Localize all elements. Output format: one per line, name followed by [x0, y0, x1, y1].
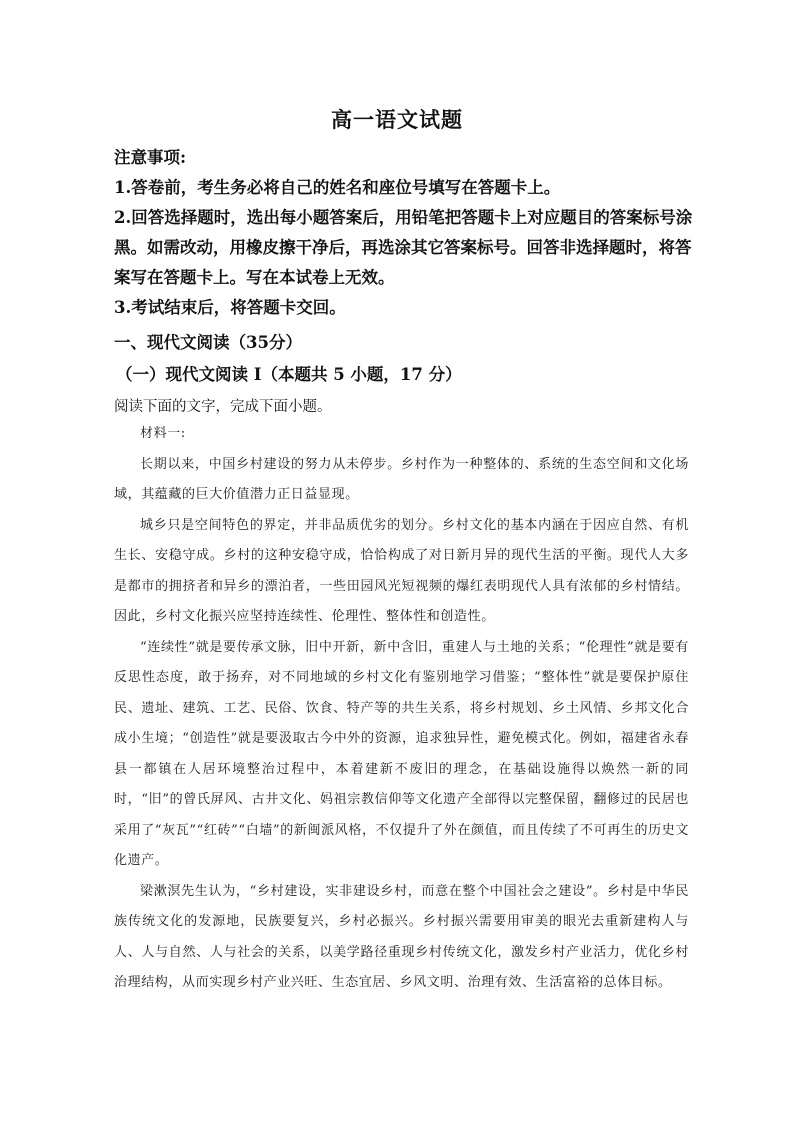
notice-block [114, 143, 694, 323]
material-paragraph: 城乡只是空间特色的界定，并非品质优劣的划分。乡村文化的基本内涵在于因应自然、有机生长、安稳守成。乡村的这种安稳守成，恰恰构成了对日新月异的现代生活的平衡。现代人大多是都市的拥挤者和异乡的漂泊者，一些田园风光短视频的爆红表明现代人具有浓郁的乡村情结。因此，乡村文化振兴应坚持连续性、伦理性、整体性和创造性。 [114, 517, 689, 624]
material-paragraph: “连续性”就是要传承文脉，旧中开新，新中含旧，重建人与土地的关系；“伦理性”就是要有反思性态度，敢于扬弃，对不同地域的乡村文化有鉴别地学习借鉴；“整体性”就是要保护原住民、遗址、建筑、工艺、民俗、饮食、特产等的共生关系，将乡村规划、乡土风情、乡邦文化合成小生境；“创造性”就是要汲取古今中外的资源，追求独异性，避免模式化。例如，福建省永春县一都镇在人居环境整治过程中，本着建新不废旧的理念，在基础设施得以焕然一新的同时，“旧”的曾氏屏风、古井文化、妈祖宗教信仰等文化遗产全部得以完整保留，翻修过的民居也采用了“灰瓦”“红砖”“白墙”的新闽派风格，不仅提升了外在颜值，而且传续了不可再生的历史文化遗产。 [114, 639, 689, 868]
notice-item-2: 2.回答选择题时，选出每小题答案后，用铅笔把答题卡上对应题目的答案标号涂黑。如需改动，用橡皮擦干净后，再选涂其它答案标号。回答非选择题时，将答案写在答题卡上。写在本试卷上无效。 [114, 208, 693, 287]
reading-instruction: 阅读下面的文字，完成下面小题。 [114, 399, 332, 415]
notice-item-3: 3.考试结束后，将答题卡交回。 [114, 298, 346, 317]
subsection-heading: （一）现代文阅读 I（本题共 5 小题，17 分） [116, 365, 462, 384]
material-paragraph: 梁漱溟先生认为，“乡村建设，实非建设乡村，而意在整个中国社会之建设”。乡村是中华民族传统文化的发源地，民族要复兴，乡村必振兴。乡村振兴需要用审美的眼光去重新建构人与人、人与自然、人与社会的关系，以美学路径重现乡村传统文化，激发乡村产业活力，优化乡村治理结构，从而实现乡村产业兴旺、生态宜居、乡风文明、治理有效、生活富裕的总体目标。 [114, 883, 689, 990]
notice-item-1: 1.答卷前，考生务必将自己的姓名和座位号填写在答题卡上。 [114, 178, 561, 197]
reading-material [114, 419, 689, 999]
material-label: 材料一: [140, 426, 186, 441]
notice-heading: 注意事项: [114, 148, 187, 167]
section-heading: 一、现代文阅读（35分） [114, 333, 302, 352]
page-title: 高一语文试题 [331, 107, 463, 132]
material-paragraph: 长期以来，中国乡村建设的努力从未停步。乡村作为一种整体的、系统的生态空间和文化场域，其蕴藏的巨大价值潜力正日益显现。 [114, 456, 689, 502]
